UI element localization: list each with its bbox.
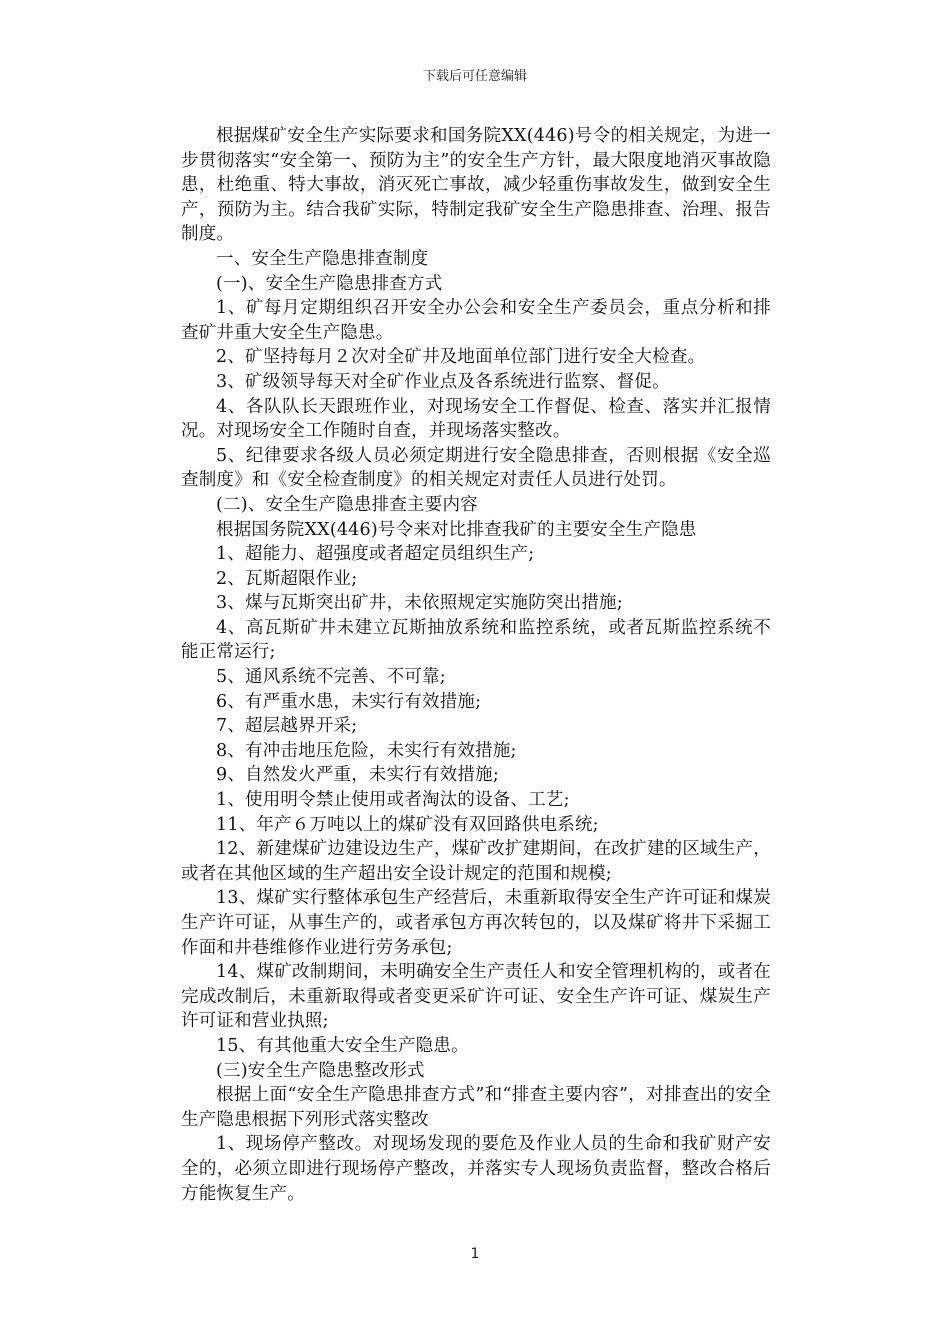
list-item: 3、煤与瓦斯突出矿井，未依照规定实施防突出措施; xyxy=(216,593,623,614)
list-item: 1、使用明令禁止使用或者淘汰的设备、工艺; xyxy=(216,790,570,811)
section-heading: 一、安全生产隐患排查制度 xyxy=(216,248,429,269)
list-item: 7、超层越界开采; xyxy=(216,716,358,737)
list-item: 1、超能力、超强度或者超定员组织生产; xyxy=(216,544,535,565)
page-number: 1 xyxy=(470,1246,480,1262)
paragraph: 2、矿坚持每月２次对全矿井及地面单位部门进行安全大检查。 xyxy=(216,347,706,368)
list-item: 12、新建煤矿边建设边生产，煤矿改扩建期间，在改扩建的区域生产，或者在其他区域的生产超出安全设计规定的范围和规模; xyxy=(181,839,771,884)
list-item: 8、有冲击地压危险，未实行有效措施; xyxy=(216,740,517,761)
document-body xyxy=(181,124,771,1206)
list-item: 15、有其他重大安全生产隐患。 xyxy=(216,1035,469,1056)
list-item: 6、有严重水患，未实行有效措施; xyxy=(216,691,482,712)
subsection-heading: (三)安全生产隐患整改形式 xyxy=(216,1060,425,1081)
list-item: 9、自然发火严重，未实行有效措施; xyxy=(216,765,499,786)
list-item: 14、煤矿改制期间，未明确安全生产责任人和安全管理机构的，或者在完成改制后，未重新取得或者变更采矿许可证、安全生产许可证、煤炭生产许可证和营业执照; xyxy=(181,962,771,1032)
paragraph: 1、矿每月定期组织召开安全办公会和安全生产委员会，重点分析和排查矿井重大安全生产隐患。 xyxy=(181,298,771,343)
paragraph: 3、矿级领导每天对全矿作业点及各系统进行监察、督促。 xyxy=(216,371,670,392)
paragraph-intro: 根据煤矿安全生产实际要求和国务院XX(446)号令的相关规定，为进一步贯彻落实“安全第一、预防为主”的安全生产方针，最大限度地消灭事故隐患，杜绝重、特大事故，消灭死亡事故，减少轻重伤事故发生，做到安全生产，预防为主。结合我矿实际，特制定我矿安全生产隐患排查、治理、报告制度。 xyxy=(181,126,771,245)
list-item: 11、年产６万吨以上的煤矿没有双回路供电系统; xyxy=(216,814,599,835)
list-item: 13、煤矿实行整体承包生产经营后，未重新取得安全生产许可证和煤炭生产许可证，从事生产的，或者承包方再次转包的，以及煤矿将井下采掘工作面和井巷维修作业进行劳务承包; xyxy=(181,888,771,958)
subsection-heading: (二)、安全生产隐患排查主要内容 xyxy=(216,494,478,515)
subsection-heading: (一)、安全生产隐患排查方式 xyxy=(216,273,443,294)
paragraph: 5、纪律要求各级人员必须定期进行安全隐患排查，否则根据《安全巡查制度》和《安全检查制度》的相关规定对责任人员进行处罚。 xyxy=(181,445,771,491)
list-item: 2、瓦斯超限作业; xyxy=(216,568,358,589)
paragraph: 4、各队队长天跟班作业，对现场安全工作督促、检查、落实并汇报情况。对现场安全工作随时自查，并现场落实整改。 xyxy=(181,396,771,442)
list-item: 5、通风系统不完善、不可靠; xyxy=(216,667,446,688)
paragraph: 根据国务院XX(446)号令来对比排查我矿的主要安全生产隐患 xyxy=(216,519,697,540)
page-header: 下载后可任意编辑 xyxy=(422,69,527,84)
list-item: 1、现场停产整改。对现场发现的要危及作业人员的生命和我矿财产安全的，必须立即进行现场停产整改，并落实专人现场负责监督，整改合格后方能恢复生产。 xyxy=(181,1134,771,1204)
list-item: 4、高瓦斯矿井未建立瓦斯抽放系统和监控系统，或者瓦斯监控系统不能正常运行; xyxy=(181,617,771,663)
paragraph: 根据上面“安全生产隐患排查方式”和“排查主要内容”，对排查出的安全生产隐患根据下列形式落实整改 xyxy=(181,1085,771,1130)
